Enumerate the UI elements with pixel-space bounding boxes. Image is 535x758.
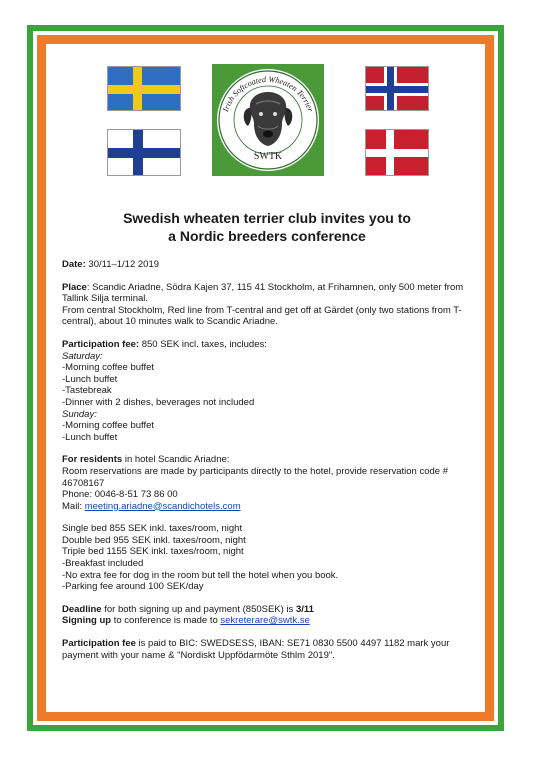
place-line: Place: Scandic Ariadne, Södra Kajen 37, 115 41 Stockholm, at Frihamnen, only 500 meter from Tallink Silja terminal. [62,281,464,305]
svg-text:SWTK: SWTK [253,151,283,162]
list-item: -Morning coffee buffet [62,362,155,374]
place-directions: From central Stockholm, Red line from T-central and get off at Gärdet (only two stations from T-central), about 10 minutes walk to Scandic Ariadne. [62,304,462,328]
deadline-line: Deadline for both signing up and payment (850SEK) is 3/11 [62,603,314,615]
hotel-mail-link[interactable]: meeting.ariadne@scandichotels.com [84,500,241,512]
finland-flag [107,129,181,176]
page-title [62,209,472,245]
signup-email-link[interactable]: sekreterare@swtk.se [220,615,310,627]
list-item: Triple bed 1155 SEK inkl. taxes/room, night [62,546,244,558]
date-line: Date: 30/11–1/12 2019 [62,259,160,270]
norway-flag [365,66,429,111]
list-item: -Morning coffee buffet [62,420,155,432]
list-item: -Lunch buffet [62,373,118,385]
list-item: -Parking fee around 100 SEK/day [62,581,204,593]
residents-line: For residents in hotel Scandic Ariadne: [62,454,230,466]
signup-line: Signing up to conference is made to sekreterare@swtk.se [62,615,310,627]
swtk-logo [212,64,324,176]
list-item: -Breakfast included [62,558,144,570]
payment-line: Participation fee is paid to BIC: SWEDSESS, IBAN: SE71 0830 5500 4497 1182 mark your payment with your name & "Nordiskt Uppfödarmöte Sthlm 2019". [62,638,450,661]
list-item: -Lunch buffet [62,431,118,443]
list-item: -Tastebreak [62,385,112,397]
fee-line: Participation fee: 850 SEK incl. taxes, includes: [62,338,267,350]
invitation-body [62,259,482,661]
saturday-label: Saturday: [62,350,103,362]
list-item: -Dinner with 2 dishes, beverages not included [62,396,255,408]
list-item: Single bed 855 SEK inkl. taxes/room, night [62,523,243,535]
list-item: Double bed 955 SEK inkl. taxes/room, night [62,534,246,546]
list-item: -No extra fee for dog in the room but tell the hotel when you book. [62,569,339,581]
svg-text:Irish Softcoated Wheaten Terri: Irish Softcoated Wheaten Terrier [221,74,315,113]
hotel-phone: Phone: 0046-8-51 73 86 00 [62,489,178,501]
sweden-flag [107,66,181,111]
reservation-text: Room reservations are made by participants directly to the hotel, provide reservation code # 46708167 [62,465,449,489]
title-line-1: Swedish wheaten terrier club invites you to [123,210,411,226]
hotel-mail-line: Mail: meeting.ariadne@scandichotels.com [62,500,241,512]
denmark-flag [365,129,429,176]
sunday-label: Sunday: [62,408,97,420]
title-line-2: a Nordic breeders conference [168,228,366,244]
